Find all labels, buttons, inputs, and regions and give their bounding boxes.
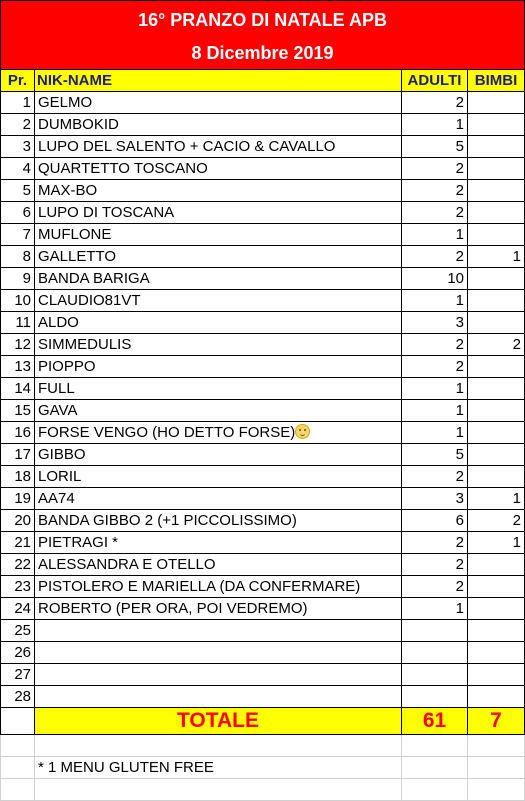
table-row bbox=[1, 422, 525, 444]
cell-pr[interactable]: 28 bbox=[1, 686, 35, 708]
empty-row bbox=[1, 779, 525, 801]
cell-text: FORSE VENGO (HO DETTO FORSE) bbox=[38, 424, 296, 441]
cell-nikname[interactable]: ROBERTO (PER ORA, POI VEDREMO) bbox=[35, 598, 402, 620]
cell-nikname[interactable]: SIMMEDULIS bbox=[35, 334, 402, 356]
cell-nikname[interactable]: QUARTETTO TOSCANO bbox=[35, 158, 402, 180]
cell-adulti[interactable]: 2 bbox=[402, 202, 468, 224]
cell-nikname[interactable]: PIOPPO bbox=[35, 356, 402, 378]
cell-adulti[interactable] bbox=[402, 642, 468, 664]
cell-nikname[interactable]: MAX-BO bbox=[35, 180, 402, 202]
cell-bimbi[interactable]: 2 bbox=[468, 510, 525, 532]
totals-bimbi[interactable]: 7 bbox=[468, 708, 525, 735]
cell-adulti[interactable]: 2 bbox=[402, 532, 468, 554]
cell-adulti[interactable] bbox=[402, 664, 468, 686]
cell-nikname[interactable]: LORIL bbox=[35, 466, 402, 488]
cell-nikname[interactable]: ALESSANDRA E OTELLO bbox=[35, 554, 402, 576]
cell-pr[interactable]: 22 bbox=[1, 554, 35, 576]
cell-bimbi[interactable] bbox=[468, 224, 525, 246]
table-row bbox=[1, 290, 525, 312]
empty-cell[interactable] bbox=[1, 779, 35, 801]
table-row bbox=[1, 686, 525, 708]
cell-bimbi[interactable] bbox=[468, 312, 525, 334]
cell-nikname[interactable]: PISTOLERO E MARIELLA (DA CONFERMARE) bbox=[35, 576, 402, 598]
cell-pr[interactable]: 25 bbox=[1, 620, 35, 642]
cell-pr[interactable]: 11 bbox=[1, 312, 35, 334]
cell-pr[interactable]: 8 bbox=[1, 246, 35, 268]
cell-pr[interactable]: 9 bbox=[1, 268, 35, 290]
totals-empty[interactable] bbox=[1, 708, 35, 735]
cell-adulti[interactable]: 1 bbox=[402, 114, 468, 136]
cell-nikname[interactable]: AA74 bbox=[35, 488, 402, 510]
cell-adulti[interactable]: 1 bbox=[402, 400, 468, 422]
table-row bbox=[1, 246, 525, 268]
cell-adulti[interactable]: 5 bbox=[402, 136, 468, 158]
cell-pr[interactable]: 6 bbox=[1, 202, 35, 224]
cell-nikname[interactable] bbox=[35, 642, 402, 664]
cell-bimbi[interactable]: 1 bbox=[468, 488, 525, 510]
cell-adulti[interactable]: 2 bbox=[402, 92, 468, 114]
totals-label[interactable]: TOTALE bbox=[35, 708, 402, 735]
table-row bbox=[1, 620, 525, 642]
table-row bbox=[1, 598, 525, 620]
note-row bbox=[1, 757, 525, 779]
empty-cell[interactable] bbox=[468, 735, 525, 757]
cell-nikname[interactable]: ALDO bbox=[35, 312, 402, 334]
empty-cell[interactable] bbox=[35, 779, 402, 801]
header-adulti[interactable]: ADULTI bbox=[402, 70, 468, 92]
empty-cell[interactable] bbox=[35, 735, 402, 757]
cell-pr[interactable]: 19 bbox=[1, 488, 35, 510]
cell-pr[interactable]: 17 bbox=[1, 444, 35, 466]
cell-nikname[interactable]: LUPO DI TOSCANA bbox=[35, 202, 402, 224]
table-row bbox=[1, 532, 525, 554]
cell-pr[interactable]: 1 bbox=[1, 92, 35, 114]
cell-adulti[interactable]: 2 bbox=[402, 180, 468, 202]
table-row bbox=[1, 158, 525, 180]
cell-pr[interactable]: 7 bbox=[1, 224, 35, 246]
cell-adulti[interactable]: 1 bbox=[402, 378, 468, 400]
table-row bbox=[1, 92, 525, 114]
cell-nikname[interactable]: CLAUDIO81VT bbox=[35, 290, 402, 312]
table-row bbox=[1, 510, 525, 532]
cell-nikname[interactable] bbox=[35, 620, 402, 642]
table-row bbox=[1, 180, 525, 202]
empty-cell[interactable] bbox=[1, 735, 35, 757]
cell-adulti[interactable]: 5 bbox=[402, 444, 468, 466]
cell-nikname[interactable]: GELMO bbox=[35, 92, 402, 114]
table-row bbox=[1, 554, 525, 576]
cell-nikname[interactable]: DUMBOKID bbox=[35, 114, 402, 136]
cell-nikname[interactable]: FULL bbox=[35, 378, 402, 400]
cell-pr[interactable]: 15 bbox=[1, 400, 35, 422]
cell-adulti[interactable]: 1 bbox=[402, 422, 468, 444]
title-row-1 bbox=[1, 1, 525, 38]
sheet-date[interactable]: 8 Dicembre 2019 bbox=[1, 37, 525, 70]
table-row bbox=[1, 444, 525, 466]
cell-pr[interactable]: 12 bbox=[1, 334, 35, 356]
cell-nikname[interactable]: LUPO DEL SALENTO + CACIO & CAVALLO bbox=[35, 136, 402, 158]
cell-bimbi[interactable] bbox=[468, 466, 525, 488]
cell-adulti[interactable]: 2 bbox=[402, 466, 468, 488]
cell-bimbi[interactable] bbox=[468, 92, 525, 114]
cell-bimbi[interactable]: 1 bbox=[468, 246, 525, 268]
cell-nikname[interactable] bbox=[35, 686, 402, 708]
cell-pr[interactable]: 13 bbox=[1, 356, 35, 378]
cell-bimbi[interactable] bbox=[468, 180, 525, 202]
empty-cell[interactable] bbox=[468, 779, 525, 801]
cell-nikname[interactable]: MUFLONE bbox=[35, 224, 402, 246]
empty-cell[interactable] bbox=[402, 779, 468, 801]
cell-nikname[interactable]: BANDA GIBBO 2 (+1 PICCOLISSIMO) bbox=[35, 510, 402, 532]
table-row bbox=[1, 356, 525, 378]
table-row bbox=[1, 664, 525, 686]
gluten-free-note[interactable]: * 1 MENU GLUTEN FREE bbox=[35, 757, 402, 779]
cell-adulti[interactable]: 1 bbox=[402, 598, 468, 620]
cell-bimbi[interactable] bbox=[468, 422, 525, 444]
empty-cell[interactable] bbox=[402, 735, 468, 757]
cell-bimbi[interactable] bbox=[468, 444, 525, 466]
cell-bimbi[interactable] bbox=[468, 664, 525, 686]
cell-nikname[interactable]: PIETRAGI * bbox=[35, 532, 402, 554]
header-row bbox=[1, 70, 525, 92]
cell-bimbi[interactable] bbox=[468, 598, 525, 620]
cell-bimbi[interactable] bbox=[468, 114, 525, 136]
table-row bbox=[1, 334, 525, 356]
cell-bimbi[interactable] bbox=[468, 202, 525, 224]
cell-adulti[interactable]: 2 bbox=[402, 246, 468, 268]
cell-bimbi[interactable] bbox=[468, 136, 525, 158]
cell-adulti[interactable]: 3 bbox=[402, 312, 468, 334]
cell-nikname[interactable]: GAVA bbox=[35, 400, 402, 422]
cell-bimbi[interactable] bbox=[468, 576, 525, 598]
cell-bimbi[interactable] bbox=[468, 158, 525, 180]
table-row bbox=[1, 136, 525, 158]
cell-bimbi[interactable] bbox=[468, 620, 525, 642]
cell-bimbi[interactable] bbox=[468, 686, 525, 708]
cell-adulti[interactable]: 2 bbox=[402, 576, 468, 598]
empty-row bbox=[1, 735, 525, 757]
table-row bbox=[1, 268, 525, 290]
table-row bbox=[1, 224, 525, 246]
cell-pr[interactable]: 18 bbox=[1, 466, 35, 488]
cell-adulti[interactable]: 2 bbox=[402, 356, 468, 378]
cell-pr[interactable]: 3 bbox=[1, 136, 35, 158]
cell-pr[interactable]: 21 bbox=[1, 532, 35, 554]
cell-pr[interactable]: 24 bbox=[1, 598, 35, 620]
cell-nikname[interactable]: BANDA BARIGA bbox=[35, 268, 402, 290]
table-row bbox=[1, 202, 525, 224]
cell-adulti[interactable]: 6 bbox=[402, 510, 468, 532]
cell-pr[interactable]: 23 bbox=[1, 576, 35, 598]
sheet-title[interactable]: 16° PRANZO DI NATALE APB bbox=[1, 1, 525, 38]
totals-adulti[interactable]: 61 bbox=[402, 708, 468, 735]
table-row bbox=[1, 488, 525, 510]
cell-adulti[interactable] bbox=[402, 686, 468, 708]
empty-cell[interactable] bbox=[468, 757, 525, 779]
empty-cell[interactable] bbox=[1, 757, 35, 779]
cell-nikname[interactable] bbox=[35, 422, 402, 444]
table-row bbox=[1, 378, 525, 400]
cell-adulti[interactable]: 1 bbox=[402, 290, 468, 312]
header-bimbi[interactable]: BIMBI bbox=[468, 70, 525, 92]
header-pr[interactable]: Pr. bbox=[1, 70, 35, 92]
cell-adulti[interactable]: 10 bbox=[402, 268, 468, 290]
totals-row bbox=[1, 708, 525, 735]
cell-pr[interactable]: 2 bbox=[1, 114, 35, 136]
cell-bimbi[interactable] bbox=[468, 554, 525, 576]
table-row bbox=[1, 312, 525, 334]
cell-adulti[interactable]: 1 bbox=[402, 224, 468, 246]
cell-pr[interactable]: 10 bbox=[1, 290, 35, 312]
header-nikname[interactable]: NIK-NAME bbox=[35, 70, 402, 92]
cell-pr[interactable]: 27 bbox=[1, 664, 35, 686]
cell-pr[interactable]: 20 bbox=[1, 510, 35, 532]
cell-pr[interactable]: 14 bbox=[1, 378, 35, 400]
cell-bimbi[interactable] bbox=[468, 290, 525, 312]
cell-pr[interactable]: 26 bbox=[1, 642, 35, 664]
title-row-2 bbox=[1, 37, 525, 70]
cell-adulti[interactable]: 2 bbox=[402, 334, 468, 356]
cell-pr[interactable]: 4 bbox=[1, 158, 35, 180]
cell-pr[interactable]: 16 bbox=[1, 422, 35, 444]
empty-cell[interactable] bbox=[402, 757, 468, 779]
table-row bbox=[1, 466, 525, 488]
cell-nikname[interactable]: GIBBO bbox=[35, 444, 402, 466]
cell-adulti[interactable] bbox=[402, 620, 468, 642]
smiley-icon bbox=[295, 424, 310, 439]
table-row bbox=[1, 400, 525, 422]
table-row bbox=[1, 576, 525, 598]
table-row bbox=[1, 114, 525, 136]
table-row bbox=[1, 642, 525, 664]
cell-adulti[interactable]: 2 bbox=[402, 554, 468, 576]
cell-adulti[interactable]: 3 bbox=[402, 488, 468, 510]
cell-nikname[interactable]: GALLETTO bbox=[35, 246, 402, 268]
cell-bimbi[interactable]: 1 bbox=[468, 532, 525, 554]
cell-bimbi[interactable] bbox=[468, 642, 525, 664]
cell-bimbi[interactable]: 2 bbox=[468, 334, 525, 356]
cell-bimbi[interactable] bbox=[468, 378, 525, 400]
cell-pr[interactable]: 5 bbox=[1, 180, 35, 202]
cell-bimbi[interactable] bbox=[468, 400, 525, 422]
cell-bimbi[interactable] bbox=[468, 268, 525, 290]
cell-adulti[interactable]: 2 bbox=[402, 158, 468, 180]
cell-nikname[interactable] bbox=[35, 664, 402, 686]
cell-bimbi[interactable] bbox=[468, 356, 525, 378]
